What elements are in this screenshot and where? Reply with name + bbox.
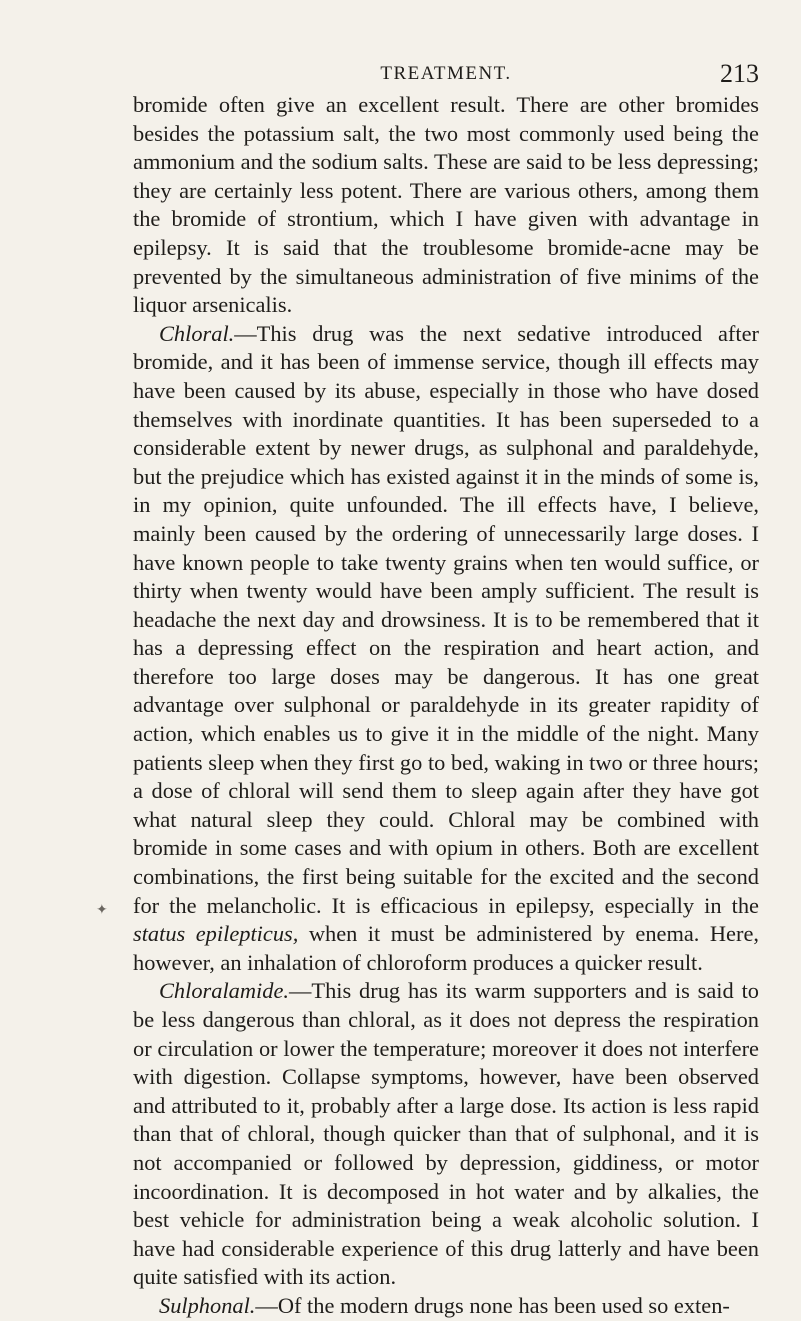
paragraph-chloralamide	[133, 977, 759, 1292]
section-heading-sulphonal: Sulphonal.	[159, 1292, 256, 1318]
margin-mark-icon: ✦	[96, 903, 108, 918]
running-head	[133, 57, 759, 87]
paragraph-chloral	[133, 320, 759, 978]
paragraph-bromide-continued	[133, 91, 759, 320]
section-heading-chloralamide: Chloralamide.	[159, 978, 289, 1004]
emphasis-status-epilepticus: status epilepticus,	[133, 921, 299, 947]
section-heading-chloral: Chloral.	[159, 320, 235, 346]
page-number: 213	[720, 59, 759, 88]
paragraph-text: —This drug has its warm supporters and is said to be less dangerous than chloral, as it does not depress the respiration or circulation or lower the temperature; moreover it does not interfere with digestion. Collapse symptoms, however, have been observed and attributed to it, probably after a large dose. Its action is less rapid than that of chloral, though quicker than that of sulphonal, and it is not accompanied or followed by depression, giddiness, or motor incoordination. It is decomposed in hot water and by alkalies, the best vehicle for administration being a weak alcoholic solution. I have had considerable experience of this drug latterly and have been quite satisfied with its action.	[133, 978, 759, 1290]
paragraph-text: —Of the modern drugs none has been used so exten-	[255, 1292, 730, 1318]
paragraph-text: —This drug was the next sedative introduced after bromide, and it has been of immense service, though ill effects may have been caused by its abuse, especially in those who have dosed themselves with inordinate quantities. It has been superseded to a considerable extent by newer drugs, as sulphonal and paraldehyde, but the prejudice which has existed against it in the minds of some is, in my opinion, quite unfounded. The ill effects have, I believe, mainly been caused by the ordering of unnecessarily large doses. I have known people to take twenty grains when ten would suffice, or thirty when twenty would have been amply sufficient. The result is headache the next day and drowsiness. It is to be remembered that it has a depressing effect on the respiration and heart action, and therefore too large doses may be dangerous. It has one great advantage over sulphonal or paraldehyde in its greater rapidity of action, which enables us to give it in the middle of the night. Many patients sleep when they first go to bed, waking in two or three hours; a dose of chloral will send them to sleep again after they have got what natural sleep they could. Chloral may be combined with bromide in some cases and with opium in others. Both are excellent combinations, the first being suitable for the excited and the second for the melancholic. It is efficacious in epilepsy, especially in the	[133, 320, 759, 918]
paragraph-text: bromide often give an excellent result. There are other bromides besides the potassium salt, the two most commonly used being the ammonium and the sodium salts. These are said to be less depressing; they are certainly less potent. There are various others, among them the bromide of strontium, which I have given with advantage in epilepsy. It is said that the troublesome bromide-acne may be prevented by the simultaneous administration of five minims of the liquor arsenicalis.	[133, 92, 759, 318]
body-text	[133, 91, 759, 1321]
running-head-title: TREATMENT.	[380, 63, 512, 84]
paragraph-text: when it must be administered by enema. Here, however, an inhalation of chloroform produces a quicker result.	[133, 921, 759, 975]
paragraph-sulphonal	[133, 1292, 759, 1321]
